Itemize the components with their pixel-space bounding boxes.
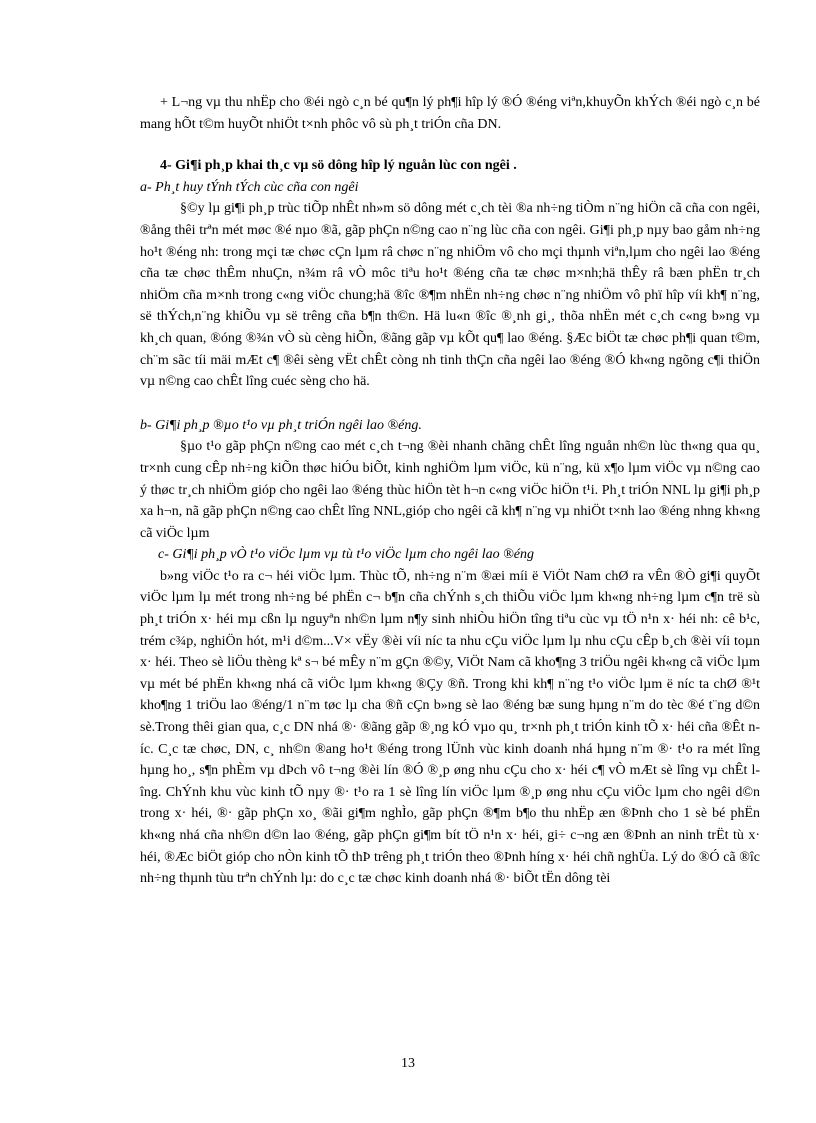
section-heading: 4- Gi¶i ph¸p khai th¸c vµ sö dông hîp lý nguån lùc con ngêi . xyxy=(160,158,517,174)
page-content xyxy=(140,92,760,890)
intro-paragraph: + L¬ng vµ thu nhËp cho ®éi ngò c¸n bé qu¶n lý ph¶i hîp lý ®Ó ®éng viªn,khuyÕn khÝch ®éi ngò c¸n bé mang hÕt t©m huyÕt nhiÖt t×nh phôc vô sù ph¸t triÓn cña DN. xyxy=(140,95,760,132)
subsection-a-title: a- Ph¸t huy tÝnh tÝch cùc cña con ngêi xyxy=(140,179,359,195)
subsection-b-title: b- Gi¶i ph¸p ®µo t¹o vµ ph¸t triÓn ngêi lao ®éng. xyxy=(140,417,422,433)
subsection-b-paragraph-part2: b»ng viÖc t¹o ra c¬ héi viÖc lµm. Thùc tÕ, nh÷ng n¨m ®æi míi ë ViÖt Nam chØ ra vÊn ®Ò gi¶i quyÕt viÖc lµm lµ mét trong nh÷ng bé phËn c¬ b¶n cña chÝnh s¸ch thiÕu viÖc lµm kh«ng nh÷ng lµm c¶n trë sù ph¸t triÓn x· héi mµ cßn lµ nguyªn nh©n lµm n¶y sinh nhiÒu hiÖn tîng tiªu cùc vµ tÖ n¹n x· héi nh: cê b¹c, trém c¾p, nghiÖn hót, m¹i d©m...V× vËy ®èi víi níc ta nhu cÇu viÖc lµm lµ nhu cÇu cÊp b¸ch ®èi víi toµn x· héi. Theo sè liÖu thèng kª s¬ bé mÊy n¨m gÇn ®©y, ViÖt Nam cã kho¶ng 3 triÖu ngêi kh«ng cã viÖc lµm vµ mét bé phËn kh«ng nhá cã viÖc lµm kh«ng ®Çy ®ñ. Trong khi kh¶ n¨ng t¹o viÖc lµm ë níc ta chØ ®¹t kho¶ng 1 triÖu lao ®éng/1 n¨m tøc lµ cha ®ñ cÇn b»ng sè lao ®éng bæ sung hµng n¨m do tèc ®é t¨ng d©n sè.Trong thêi gian qua, c¸c DN nhá ®· ®ãng gãp ®¸ng kÓ vµo qu¸ tr×nh ph¸t triÓn kinh tÕ x· héi cña ®Êt níc. C¸c tæ chøc, DN, c¸ nh©n ®ang ho¹t ®éng trong lÜnh vùc kinh doanh nhá hµng n¨m ®· t¹o ra mét lîng hµng ho¸, s¶n phÈm vµ dÞch vô t¬ng ®èi lín ®Ó ®¸p øng nhu cÇu cho x· héi c¶ vÒ mÆt sè lîng vµ chÊt lîng. ChÝnh khu vùc kinh tÕ nµy ®· t¹o ra 1 sè lîng lín viÖc lµm ®¸p øng nhu cÇu viÖc lµm cho ngêi d©n trong x· héi, ®· gãp phÇn xo¸ ®ãi gi¶m nghÌo, gãp phÇn ®¶m b¶o thu nhËp æn ®Þnh cho 1 sè bé phËn kh«ng nhá cña nh©n d©n lao ®éng, gãp phÇn gi¶m bít tÖ n¹n x· héi, gi÷ c¬ng æn ®Þnh an ninh trËt tù x· héi, ®Æc biÖt gióp cho nÒn kinh tÕ thÞ trêng ph¸t triÓn theo ®Þnh híng x· héi chñ nghÜa. Lý do ®Ó cã ®îc nh÷ng thµnh tùu trªn chÝnh lµ: do c¸c tæ chøc kinh doanh nhá ®· biÕt tËn dông tèi xyxy=(140,568,760,887)
subsection-b-paragraph-part1: §µo t¹o gãp phÇn n©ng cao mét c¸ch t¬ng ®èi nhanh chãng chÊt lîng nguån nh©n lùc th«ng qua qu¸ tr×nh cung cÊp nh÷ng kiÕn thøc hiÓu biÕt, kinh nghiÖm lµm viÖc, kü n¨ng, kü x¶o lµm viÖc vµ n©ng cao ý thøc tr¸ch nhiÖm gióp cho ngêi lao ®éng thùc hiÖn tèt h¬n c«ng viÖc hiÖn t¹i. Ph¸t triÓn NNL lµ gi¶i ph¸p xa h¬n, nã gãp phÇn n©ng cao chÊt lîng NNL,gióp cho ngêi cã kh¶ n¨ng vµ nhiÖt t×nh lao ®éng nhng kh«ng cã viÖc lµm xyxy=(140,439,760,541)
page-number: 13 xyxy=(401,1056,415,1071)
subsection-c-title: c- Gi¶i ph¸p vÒ t¹o viÖc lµm vµ tù t¹o viÖc lµm cho ngêi lao ®éng xyxy=(158,547,534,563)
subsection-a-paragraph: §©y lµ gi¶i ph¸p trùc tiÕp nhÊt nh»m sö dông mét c¸ch tèi ®a nh÷ng tiÒm n¨ng hiÖn cã cña con ngêi, ®ång thêi trªn mét møc ®é nµo ®ã, gãp phÇn n©ng cao n¨ng lùc cña con ngêi. Gi¶i ph¸p nµy bao gåm nh÷ng ho¹t ®éng nh: trong mçi tæ chøc cÇn lµm râ chøc n¨ng nhiÖm vô cho mçi thµnh viªn,lµm cho ngêi lao ®éng cña tæ chøc thÊm nhuÇn, n¾m râ vÒ môc tiªu ho¹t ®éng cña tæ chøc m×nh;hä thÊy râ bæn phËn tr¸ch nhiÖm cña m×nh trong c«ng viÖc chung;hä ®îc ®¶m nhËn nh÷ng chøc n¨ng nhiÖm vô phï hîp víi kh¶ n¨ng, së thÝch,n¨ng khiÕu vµ së trêng cña b¶n th©n. Hä lu«n ®îc ®¸nh gi¸, thõa nhËn mét c¸ch c«ng b»ng vµ kh¸ch quan, ®óng ®¾n vÒ sù cèng hiÕn, ®ãng gãp vµ kÕt qu¶ lao ®éng. §Æc biÖt tæ chøc ph¶i quan t©m, ch¨m sãc tíi mäi mÆt c¶ ®êi sèng vËt chÊt còng nh tinh thÇn cña ngêi lao ®éng ®Ó kh«ng ngõng c¶i thiÖn vµ n©ng cao chÊt lîng cuéc sèng cho hä. xyxy=(140,201,760,390)
